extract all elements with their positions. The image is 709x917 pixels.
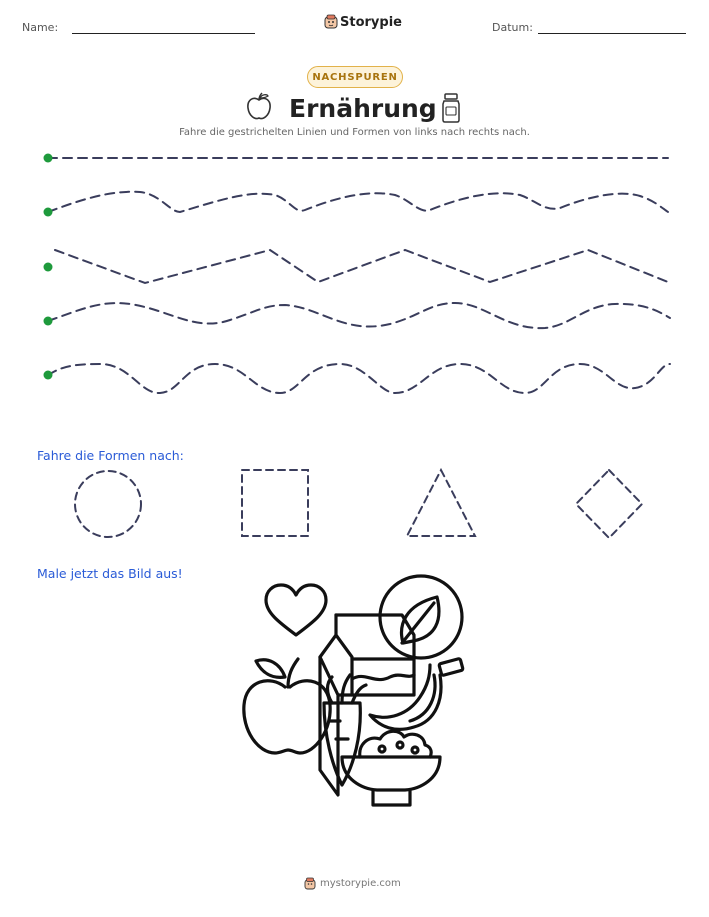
start-dot-2	[44, 208, 53, 217]
shapes-section-label: Fahre die Formen nach:	[37, 448, 184, 463]
apple-outline	[244, 681, 330, 753]
trace-shape-square	[242, 470, 308, 536]
coloring-section-label: Male jetzt das Bild aus!	[37, 566, 183, 581]
brand-name: Storypie	[340, 15, 402, 30]
trace-shape-triangle	[407, 470, 475, 536]
date-label: Datum:	[492, 21, 533, 34]
trace-shape-diamond	[576, 470, 642, 538]
heart-outline	[266, 585, 326, 635]
healthy-food-coloring-illustration[interactable]	[240, 575, 470, 810]
tracing-lines[interactable]	[0, 0, 709, 420]
trace-line-wave-1	[48, 192, 668, 212]
trace-line-zigzag	[55, 250, 668, 283]
start-dot-3	[44, 263, 53, 272]
bowl-outline	[342, 757, 440, 790]
category-badge: NACHSPUREN	[307, 66, 403, 88]
page-title: Ernährung	[289, 94, 437, 123]
trace-line-wave-3	[48, 364, 670, 393]
footer	[303, 877, 413, 893]
instruction-text: Fahre die gestrichelten Linien und Formen von links nach rechts nach.	[179, 127, 530, 138]
start-dot-1	[44, 154, 53, 163]
name-label: Name:	[22, 21, 59, 34]
trace-line-wave-2	[48, 303, 670, 328]
storypie-logo-icon	[303, 877, 317, 891]
start-dot-5	[44, 371, 53, 380]
tracing-shapes[interactable]	[0, 460, 709, 550]
footer-url[interactable]: mystorypie.com	[320, 878, 401, 889]
trace-shape-circle	[75, 471, 141, 537]
start-dot-4	[44, 317, 53, 326]
